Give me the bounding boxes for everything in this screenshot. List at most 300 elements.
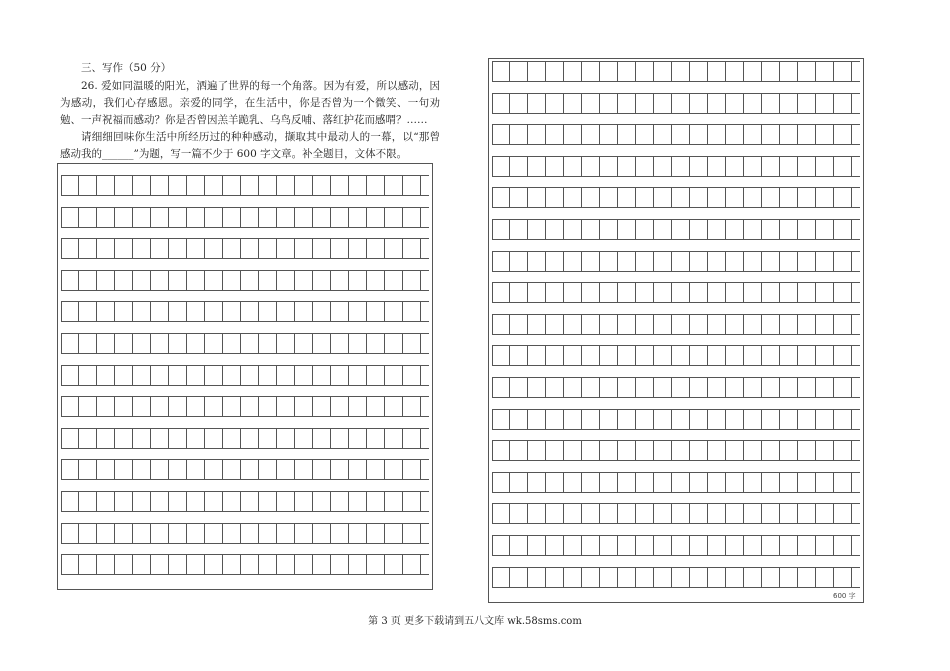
grid-cell[interactable] (277, 366, 295, 385)
grid-cell[interactable] (61, 397, 79, 416)
grid-cell[interactable] (385, 366, 403, 385)
grid-cell[interactable] (97, 366, 115, 385)
grid-cell[interactable] (187, 524, 205, 543)
grid-cell[interactable] (816, 568, 834, 587)
grid-cell[interactable] (205, 555, 223, 574)
grid-cell[interactable] (259, 492, 277, 511)
grid-cell[interactable] (744, 125, 762, 144)
grid-cell[interactable] (780, 378, 798, 397)
grid-cell[interactable] (672, 125, 690, 144)
grid-cell[interactable] (151, 176, 169, 195)
grid-cell[interactable] (744, 346, 762, 365)
grid-cell[interactable] (223, 208, 241, 227)
grid-cell[interactable] (61, 239, 79, 258)
grid-cell[interactable] (241, 397, 259, 416)
grid-cell[interactable] (780, 410, 798, 429)
grid-cell[interactable] (726, 157, 744, 176)
grid-cell[interactable] (133, 239, 151, 258)
grid-cell[interactable] (223, 239, 241, 258)
grid-cell[interactable] (690, 252, 708, 271)
grid-cell[interactable] (367, 492, 385, 511)
grid-cell[interactable] (97, 271, 115, 290)
grid-cell[interactable] (403, 239, 421, 258)
grid-cell[interactable] (259, 366, 277, 385)
grid-cell[interactable] (690, 188, 708, 207)
grid-cell[interactable] (241, 208, 259, 227)
grid-cell[interactable] (654, 568, 672, 587)
grid-cell[interactable] (151, 524, 169, 543)
grid-cell[interactable] (582, 157, 600, 176)
grid-cell[interactable] (762, 220, 780, 239)
grid-cell[interactable] (295, 429, 313, 448)
grid-cell[interactable] (79, 366, 97, 385)
grid-cell[interactable] (546, 188, 564, 207)
grid-cell[interactable] (169, 302, 187, 321)
grid-cell[interactable] (349, 492, 367, 511)
grid-cell[interactable] (331, 397, 349, 416)
grid-cell[interactable] (798, 315, 816, 334)
grid-cell[interactable] (780, 94, 798, 113)
grid-cell[interactable] (564, 157, 582, 176)
grid-cell[interactable] (277, 208, 295, 227)
grid-cell[interactable] (61, 460, 79, 479)
grid-cell[interactable] (708, 62, 726, 81)
grid-cell[interactable] (834, 157, 852, 176)
grid-cell[interactable] (780, 441, 798, 460)
grid-cell[interactable] (169, 208, 187, 227)
grid-cell[interactable] (97, 524, 115, 543)
grid-cell[interactable] (654, 441, 672, 460)
grid-cell[interactable] (295, 492, 313, 511)
grid-cell[interactable] (492, 94, 510, 113)
grid-cell[interactable] (582, 568, 600, 587)
grid-cell[interactable] (582, 188, 600, 207)
grid-cell[interactable] (798, 568, 816, 587)
grid-cell[interactable] (834, 188, 852, 207)
grid-cell[interactable] (600, 62, 618, 81)
grid-cell[interactable] (349, 429, 367, 448)
grid-cell[interactable] (205, 429, 223, 448)
grid-cell[interactable] (241, 429, 259, 448)
grid-cell[interactable] (97, 334, 115, 353)
grid-cell[interactable] (133, 302, 151, 321)
grid-cell[interactable] (780, 346, 798, 365)
grid-cell[interactable] (79, 460, 97, 479)
grid-cell[interactable] (349, 176, 367, 195)
grid-cell[interactable] (187, 208, 205, 227)
grid-cell[interactable] (744, 568, 762, 587)
grid-cell[interactable] (79, 397, 97, 416)
grid-cell[interactable] (708, 441, 726, 460)
grid-cell[interactable] (133, 176, 151, 195)
grid-cell[interactable] (582, 220, 600, 239)
grid-cell[interactable] (385, 460, 403, 479)
grid-cell[interactable] (564, 536, 582, 555)
grid-cell[interactable] (313, 239, 331, 258)
grid-cell[interactable] (169, 176, 187, 195)
grid-cell[interactable] (690, 283, 708, 302)
grid-cell[interactable] (546, 536, 564, 555)
grid-cell[interactable] (672, 410, 690, 429)
grid-cell[interactable] (115, 429, 133, 448)
grid-cell[interactable] (582, 283, 600, 302)
grid-cell[interactable] (241, 492, 259, 511)
grid-cell[interactable] (744, 157, 762, 176)
grid-cell[interactable] (636, 315, 654, 334)
grid-cell[interactable] (636, 157, 654, 176)
grid-cell[interactable] (223, 555, 241, 574)
grid-cell[interactable] (744, 473, 762, 492)
grid-cell[interactable] (313, 524, 331, 543)
grid-cell[interactable] (618, 283, 636, 302)
grid-cell[interactable] (690, 62, 708, 81)
grid-cell[interactable] (277, 429, 295, 448)
grid-cell[interactable] (61, 524, 79, 543)
grid-cell[interactable] (115, 492, 133, 511)
grid-cell[interactable] (708, 378, 726, 397)
grid-cell[interactable] (331, 271, 349, 290)
grid-cell[interactable] (492, 188, 510, 207)
grid-cell[interactable] (816, 315, 834, 334)
grid-cell[interactable] (690, 410, 708, 429)
grid-cell[interactable] (187, 397, 205, 416)
grid-cell[interactable] (654, 94, 672, 113)
grid-cell[interactable] (349, 460, 367, 479)
grid-cell[interactable] (403, 334, 421, 353)
grid-cell[interactable] (187, 366, 205, 385)
grid-cell[interactable] (151, 366, 169, 385)
grid-cell[interactable] (546, 441, 564, 460)
grid-cell[interactable] (744, 441, 762, 460)
grid-cell[interactable] (205, 208, 223, 227)
grid-cell[interactable] (636, 62, 654, 81)
grid-cell[interactable] (223, 271, 241, 290)
grid-cell[interactable] (528, 504, 546, 523)
grid-cell[interactable] (834, 62, 852, 81)
grid-cell[interactable] (295, 334, 313, 353)
grid-cell[interactable] (546, 125, 564, 144)
grid-cell[interactable] (780, 62, 798, 81)
grid-cell[interactable] (97, 302, 115, 321)
grid-cell[interactable] (313, 208, 331, 227)
grid-cell[interactable] (367, 334, 385, 353)
grid-cell[interactable] (798, 536, 816, 555)
grid-cell[interactable] (528, 220, 546, 239)
grid-cell[interactable] (61, 176, 79, 195)
grid-cell[interactable] (295, 176, 313, 195)
grid-cell[interactable] (708, 315, 726, 334)
grid-cell[interactable] (528, 315, 546, 334)
grid-cell[interactable] (618, 441, 636, 460)
grid-cell[interactable] (618, 378, 636, 397)
grid-cell[interactable] (295, 366, 313, 385)
grid-cell[interactable] (223, 302, 241, 321)
grid-cell[interactable] (762, 62, 780, 81)
grid-cell[interactable] (618, 188, 636, 207)
grid-cell[interactable] (528, 536, 546, 555)
grid-cell[interactable] (564, 441, 582, 460)
grid-cell[interactable] (654, 504, 672, 523)
grid-cell[interactable] (780, 125, 798, 144)
grid-cell[interactable] (762, 315, 780, 334)
grid-cell[interactable] (528, 378, 546, 397)
grid-cell[interactable] (564, 410, 582, 429)
grid-cell[interactable] (528, 283, 546, 302)
grid-cell[interactable] (600, 568, 618, 587)
grid-cell[interactable] (654, 378, 672, 397)
grid-cell[interactable] (636, 252, 654, 271)
grid-cell[interactable] (61, 334, 79, 353)
grid-cell[interactable] (277, 271, 295, 290)
grid-cell[interactable] (205, 492, 223, 511)
grid-cell[interactable] (726, 568, 744, 587)
grid-cell[interactable] (133, 366, 151, 385)
grid-cell[interactable] (169, 271, 187, 290)
grid-cell[interactable] (385, 208, 403, 227)
grid-cell[interactable] (618, 568, 636, 587)
grid-cell[interactable] (762, 125, 780, 144)
grid-cell[interactable] (816, 346, 834, 365)
grid-cell[interactable] (816, 125, 834, 144)
grid-cell[interactable] (708, 536, 726, 555)
grid-cell[interactable] (492, 283, 510, 302)
grid-cell[interactable] (151, 555, 169, 574)
grid-cell[interactable] (169, 492, 187, 511)
grid-cell[interactable] (726, 315, 744, 334)
grid-cell[interactable] (115, 366, 133, 385)
grid-cell[interactable] (834, 536, 852, 555)
grid-cell[interactable] (564, 220, 582, 239)
grid-cell[interactable] (816, 62, 834, 81)
grid-cell[interactable] (241, 460, 259, 479)
grid-cell[interactable] (151, 397, 169, 416)
grid-cell[interactable] (798, 473, 816, 492)
grid-cell[interactable] (205, 334, 223, 353)
grid-cell[interactable] (187, 239, 205, 258)
grid-cell[interactable] (241, 366, 259, 385)
grid-cell[interactable] (798, 157, 816, 176)
grid-cell[interactable] (690, 568, 708, 587)
grid-cell[interactable] (331, 366, 349, 385)
grid-cell[interactable] (654, 157, 672, 176)
grid-cell[interactable] (762, 441, 780, 460)
grid-cell[interactable] (385, 555, 403, 574)
grid-cell[interactable] (277, 397, 295, 416)
grid-cell[interactable] (834, 125, 852, 144)
grid-cell[interactable] (690, 378, 708, 397)
grid-cell[interactable] (744, 62, 762, 81)
grid-cell[interactable] (187, 302, 205, 321)
grid-cell[interactable] (403, 176, 421, 195)
grid-cell[interactable] (205, 366, 223, 385)
grid-cell[interactable] (510, 410, 528, 429)
grid-cell[interactable] (403, 492, 421, 511)
grid-cell[interactable] (654, 410, 672, 429)
grid-cell[interactable] (672, 220, 690, 239)
grid-cell[interactable] (313, 397, 331, 416)
grid-cell[interactable] (780, 568, 798, 587)
grid-cell[interactable] (492, 441, 510, 460)
grid-cell[interactable] (403, 460, 421, 479)
grid-cell[interactable] (708, 346, 726, 365)
grid-cell[interactable] (349, 334, 367, 353)
grid-cell[interactable] (403, 208, 421, 227)
grid-cell[interactable] (385, 524, 403, 543)
grid-cell[interactable] (798, 346, 816, 365)
grid-cell[interactable] (115, 271, 133, 290)
grid-cell[interactable] (672, 441, 690, 460)
grid-cell[interactable] (762, 568, 780, 587)
grid-cell[interactable] (654, 536, 672, 555)
grid-cell[interactable] (600, 125, 618, 144)
grid-cell[interactable] (403, 302, 421, 321)
grid-cell[interactable] (582, 346, 600, 365)
grid-cell[interactable] (79, 176, 97, 195)
grid-cell[interactable] (690, 315, 708, 334)
grid-cell[interactable] (205, 302, 223, 321)
grid-cell[interactable] (780, 315, 798, 334)
grid-cell[interactable] (690, 220, 708, 239)
grid-cell[interactable] (726, 220, 744, 239)
grid-cell[interactable] (654, 473, 672, 492)
grid-cell[interactable] (726, 473, 744, 492)
grid-cell[interactable] (169, 239, 187, 258)
grid-cell[interactable] (582, 473, 600, 492)
grid-cell[interactable] (834, 504, 852, 523)
grid-cell[interactable] (367, 208, 385, 227)
grid-cell[interactable] (151, 302, 169, 321)
grid-cell[interactable] (331, 176, 349, 195)
grid-cell[interactable] (672, 62, 690, 81)
grid-cell[interactable] (295, 208, 313, 227)
grid-cell[interactable] (61, 208, 79, 227)
grid-cell[interactable] (313, 460, 331, 479)
grid-cell[interactable] (798, 378, 816, 397)
grid-cell[interactable] (187, 334, 205, 353)
grid-cell[interactable] (636, 378, 654, 397)
grid-cell[interactable] (169, 429, 187, 448)
grid-cell[interactable] (295, 271, 313, 290)
grid-cell[interactable] (618, 315, 636, 334)
grid-cell[interactable] (510, 188, 528, 207)
grid-cell[interactable] (277, 302, 295, 321)
grid-cell[interactable] (744, 252, 762, 271)
grid-cell[interactable] (582, 315, 600, 334)
grid-cell[interactable] (744, 410, 762, 429)
grid-cell[interactable] (636, 125, 654, 144)
grid-cell[interactable] (708, 125, 726, 144)
grid-cell[interactable] (492, 536, 510, 555)
grid-cell[interactable] (834, 94, 852, 113)
grid-cell[interactable] (636, 283, 654, 302)
grid-cell[interactable] (259, 271, 277, 290)
grid-cell[interactable] (744, 378, 762, 397)
grid-cell[interactable] (654, 252, 672, 271)
grid-cell[interactable] (241, 334, 259, 353)
grid-cell[interactable] (385, 271, 403, 290)
grid-cell[interactable] (654, 62, 672, 81)
grid-cell[interactable] (528, 157, 546, 176)
grid-cell[interactable] (726, 252, 744, 271)
grid-cell[interactable] (798, 62, 816, 81)
grid-cell[interactable] (403, 271, 421, 290)
grid-cell[interactable] (816, 188, 834, 207)
grid-cell[interactable] (762, 346, 780, 365)
grid-cell[interactable] (600, 315, 618, 334)
grid-cell[interactable] (798, 504, 816, 523)
grid-cell[interactable] (151, 271, 169, 290)
grid-cell[interactable] (510, 283, 528, 302)
grid-cell[interactable] (600, 473, 618, 492)
grid-cell[interactable] (528, 473, 546, 492)
grid-cell[interactable] (385, 334, 403, 353)
grid-cell[interactable] (223, 524, 241, 543)
grid-cell[interactable] (385, 429, 403, 448)
grid-cell[interactable] (79, 492, 97, 511)
grid-cell[interactable] (331, 460, 349, 479)
grid-cell[interactable] (582, 94, 600, 113)
grid-cell[interactable] (510, 157, 528, 176)
grid-cell[interactable] (582, 536, 600, 555)
grid-cell[interactable] (744, 220, 762, 239)
grid-cell[interactable] (295, 239, 313, 258)
grid-cell[interactable] (79, 524, 97, 543)
grid-cell[interactable] (79, 208, 97, 227)
grid-cell[interactable] (492, 473, 510, 492)
grid-cell[interactable] (367, 397, 385, 416)
grid-cell[interactable] (672, 568, 690, 587)
grid-cell[interactable] (79, 334, 97, 353)
grid-cell[interactable] (205, 271, 223, 290)
grid-cell[interactable] (726, 188, 744, 207)
grid-cell[interactable] (133, 460, 151, 479)
grid-cell[interactable] (672, 283, 690, 302)
grid-cell[interactable] (834, 441, 852, 460)
grid-cell[interactable] (780, 252, 798, 271)
grid-cell[interactable] (762, 536, 780, 555)
grid-cell[interactable] (726, 441, 744, 460)
grid-cell[interactable] (187, 492, 205, 511)
grid-cell[interactable] (816, 441, 834, 460)
grid-cell[interactable] (582, 62, 600, 81)
grid-cell[interactable] (510, 315, 528, 334)
grid-cell[interactable] (313, 366, 331, 385)
grid-cell[interactable] (708, 473, 726, 492)
grid-cell[interactable] (564, 283, 582, 302)
grid-cell[interactable] (528, 441, 546, 460)
grid-cell[interactable] (600, 283, 618, 302)
grid-cell[interactable] (690, 94, 708, 113)
grid-cell[interactable] (618, 125, 636, 144)
grid-cell[interactable] (798, 220, 816, 239)
grid-cell[interactable] (780, 504, 798, 523)
grid-cell[interactable] (618, 94, 636, 113)
grid-cell[interactable] (546, 62, 564, 81)
grid-cell[interactable] (367, 176, 385, 195)
grid-cell[interactable] (600, 188, 618, 207)
grid-cell[interactable] (259, 239, 277, 258)
grid-cell[interactable] (277, 492, 295, 511)
grid-cell[interactable] (97, 176, 115, 195)
grid-cell[interactable] (708, 410, 726, 429)
grid-cell[interactable] (582, 252, 600, 271)
grid-cell[interactable] (582, 378, 600, 397)
grid-cell[interactable] (331, 555, 349, 574)
grid-cell[interactable] (816, 220, 834, 239)
grid-cell[interactable] (115, 460, 133, 479)
grid-cell[interactable] (726, 378, 744, 397)
grid-cell[interactable] (349, 555, 367, 574)
